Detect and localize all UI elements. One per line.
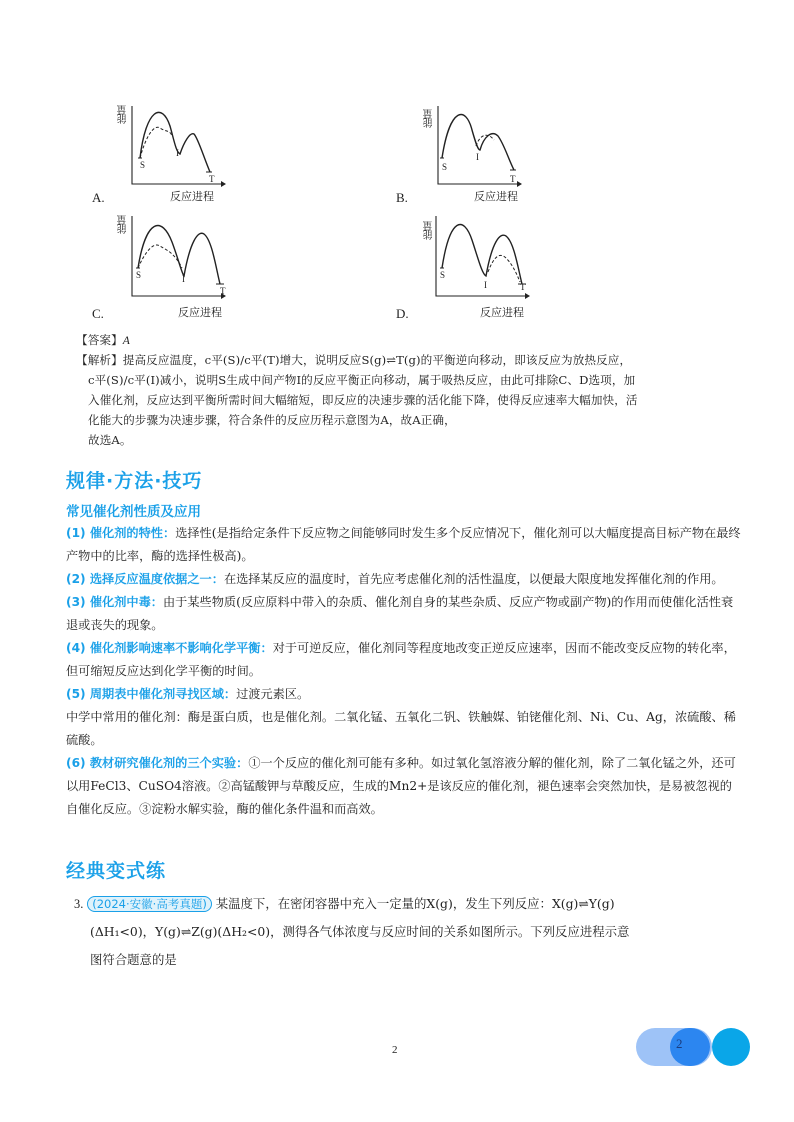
analysis-label: 【解析】 bbox=[76, 353, 123, 367]
page-number: 2 bbox=[392, 1044, 398, 1056]
t-label: T bbox=[220, 286, 226, 296]
subsection-title: 常见催化剂性质及应用 bbox=[66, 504, 201, 520]
analysis-line: 故选A。 bbox=[88, 433, 132, 447]
section-title: 规律·方法·技巧 bbox=[66, 470, 203, 492]
note-text: 在选择某反应的温度时，首先应考虑催化剂的活性温度，以便最大限度地发挥催化剂的作用。 bbox=[223, 572, 724, 586]
i-label: I bbox=[182, 274, 185, 284]
note-item bbox=[66, 522, 741, 568]
section-title: 经典变式练 bbox=[66, 860, 167, 882]
s-label: S bbox=[136, 270, 142, 280]
note-heading: (6) 教材研究催化剂的三个实验： bbox=[66, 756, 249, 770]
option-letter: A. bbox=[92, 190, 105, 205]
note-text: 对于可逆反应，催化剂同等程度地改变正逆反应速率，因而不能改变反应物的转化率，但可缩短反应达到化学平衡的时间。 bbox=[66, 641, 736, 678]
i-label: I bbox=[484, 280, 487, 290]
energy-axis-label: 能量 bbox=[118, 216, 129, 234]
note-item bbox=[66, 683, 741, 706]
question-line bbox=[74, 890, 754, 918]
note-item bbox=[66, 637, 741, 683]
answer-line bbox=[76, 330, 130, 351]
figure-option-c bbox=[92, 212, 242, 324]
option-letter: C. bbox=[92, 306, 104, 321]
t-label: T bbox=[209, 174, 215, 184]
analysis-line: c平(S)/c平(I)减小，说明S生成中间产物I的反应平衡正向移动，属于吸热反应，由此可排除C、D选项，加 bbox=[88, 373, 636, 387]
s-label: S bbox=[440, 270, 446, 280]
s-label: S bbox=[442, 162, 448, 172]
reaction-progress-label: 反应进程 bbox=[170, 190, 214, 203]
note-heading: (4) 催化剂影响速率不影响化学平衡： bbox=[66, 641, 273, 655]
note-item bbox=[66, 591, 741, 637]
analysis-line: 化能大的步骤为决速步骤，符合条件的反应历程示意图为A，故A正确， bbox=[88, 413, 456, 427]
i-label: I bbox=[476, 152, 479, 162]
figure-option-a bbox=[92, 96, 242, 208]
reaction-progress-label: 反应进程 bbox=[474, 190, 518, 203]
energy-axis-label: 能量 bbox=[118, 106, 129, 124]
energy-axis-label: 能量 bbox=[424, 110, 435, 128]
page-badge-dark bbox=[712, 1028, 750, 1066]
option-letter: D. bbox=[396, 306, 409, 321]
note-heading: (1) 催化剂的特性： bbox=[66, 526, 176, 540]
source-tag: (2024·安徽·高考真题) bbox=[87, 896, 212, 912]
catalyst-notes bbox=[66, 522, 741, 821]
note-text: 过渡元素区。 bbox=[236, 687, 310, 701]
note-text: 由于某些物质(反应原料中带入的杂质、催化剂自身的某些杂质、反应产物或副产物)的作用而使催化活性衰退或丧失的现象。 bbox=[66, 595, 734, 632]
figure-option-d bbox=[396, 212, 546, 324]
note-item bbox=[66, 706, 741, 752]
figure-option-b bbox=[396, 96, 546, 208]
note-heading: (2) 选择反应温度依据之一： bbox=[66, 572, 224, 586]
analysis-line: 入催化剂，反应达到平衡所需时间大幅缩短，即反应的决速步骤的活化能下降，使得反应速率大幅加快，活 bbox=[88, 393, 638, 407]
question-number: 3. bbox=[74, 897, 84, 911]
note-text: ①一个反应的催化剂可能有多种。如过氧化氢溶液分解的催化剂，除了二氧化锰之外，还可以用FeCl3、CuSO4溶液。②高锰酸钾与草酸反应，生成的Mn2+是该反应的催化剂，褪色速率会突然加快，是易被忽视的自催化反应。③淀粉水解实验，酶的催化条件温和而高效。 bbox=[66, 756, 736, 816]
energy-axis-label: 能量 bbox=[424, 222, 435, 240]
option-letter: B. bbox=[396, 190, 408, 205]
question-line: 图符合题意的是 bbox=[90, 952, 177, 967]
note-item bbox=[66, 752, 741, 821]
answer-value: A bbox=[122, 334, 130, 347]
energy-profile-diagram bbox=[92, 96, 242, 208]
note-item bbox=[66, 568, 741, 591]
analysis-line: 【解析】提高反应温度，c平(S)/c平(T)增大，说明反应S(g)⇌T(g)的平衡逆向移动，即该反应为放热反应， bbox=[76, 353, 632, 367]
reaction-progress-label: 反应进程 bbox=[178, 306, 222, 319]
energy-profile-diagram bbox=[396, 96, 546, 208]
note-text: 选择性(是指给定条件下反应物之间能够同时发生多个反应情况下，催化剂可以大幅度提高目标产物在最终产物中的比率，酶的选择性极高)。 bbox=[66, 526, 741, 563]
page-badge-number: 2 bbox=[676, 1036, 683, 1051]
question-text: 某温度下，在密闭容器中充入一定量的X(g)，发生下列反应：X(g)⇌Y(g) bbox=[215, 896, 615, 911]
note-text: 中学中常用的催化剂：酶是蛋白质，也是催化剂。二氧化锰、五氧化二钒、铁触媒、铂铑催化剂、Ni、Cu、Ag，浓硫酸、稀硫酸。 bbox=[66, 710, 736, 747]
t-label: T bbox=[520, 282, 526, 292]
t-label: T bbox=[510, 174, 516, 184]
answer-label: 【答案】 bbox=[76, 333, 123, 347]
question-3 bbox=[74, 890, 754, 974]
s-label: S bbox=[140, 160, 146, 170]
note-heading: (3) 催化剂中毒： bbox=[66, 595, 163, 609]
reaction-progress-label: 反应进程 bbox=[480, 306, 524, 319]
analysis-block bbox=[76, 350, 726, 450]
i-label: I bbox=[176, 148, 179, 158]
question-line: (ΔH₁<0)，Y(g)⇌Z(g)(ΔH₂<0)，测得各气体浓度与反应时间的关系如图所示。下列反应进程示意 bbox=[90, 924, 630, 939]
note-heading: (5) 周期表中催化剂寻找区域： bbox=[66, 687, 237, 701]
